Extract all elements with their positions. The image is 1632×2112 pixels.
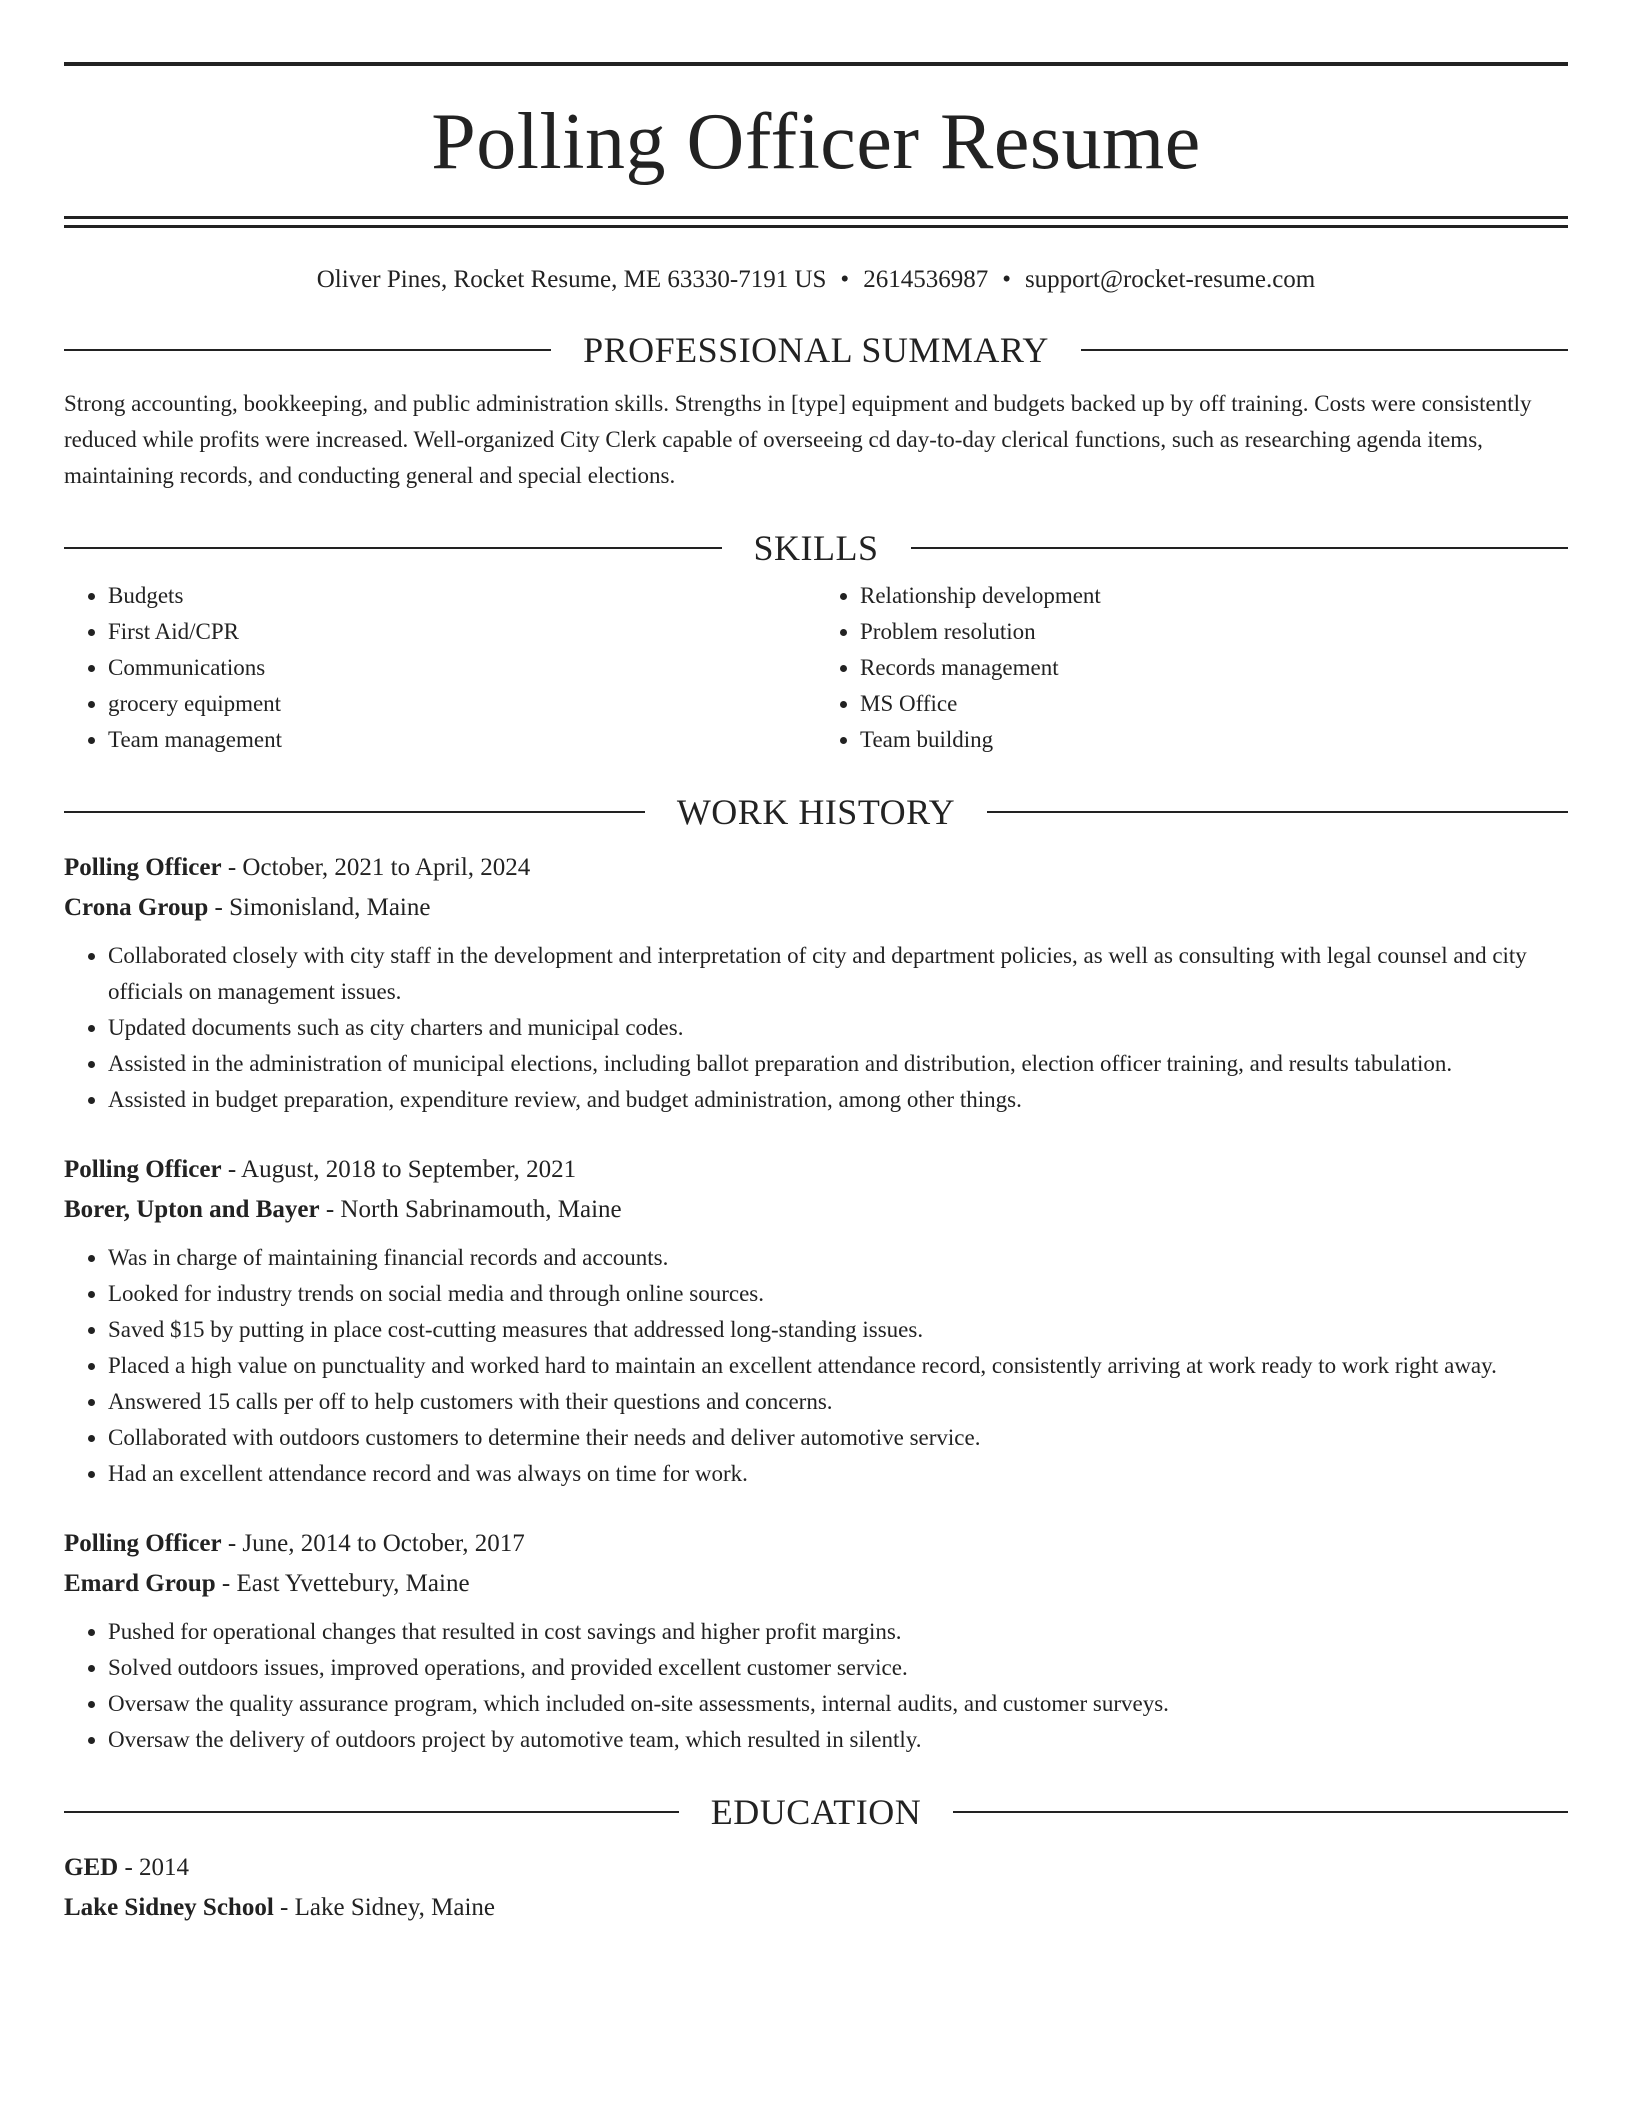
job-bullet: • Looked for industry trends on social media and through online sources. (108, 1276, 1568, 1312)
job-dates: - June, 2014 to October, 2017 (221, 1530, 525, 1557)
contact-address: Oliver Pines, Rocket Resume, ME 63330-7191 US (316, 266, 827, 293)
job-bullet: • Solved outdoors issues, improved operations, and provided excellent customer service. (108, 1650, 1568, 1686)
job-title: Polling Officer (64, 1530, 222, 1557)
job-bullet: • Collaborated with outdoors customers to determine their needs and deliver automotive service. (108, 1420, 1568, 1456)
job-bullet: • Placed a high value on punctuality and worked hard to maintain an excellent attendance record, consistently arriving at work ready to work right away. (108, 1348, 1568, 1384)
job-company-line (64, 888, 1568, 928)
job-title: Polling Officer (64, 1156, 222, 1183)
job-entry (64, 1150, 1568, 1492)
job-company: Emard Group (64, 1570, 216, 1597)
section-heading-work (64, 790, 1568, 834)
job-title-line (64, 848, 1568, 888)
skills-list (64, 578, 1568, 758)
skill-item: • Team building (860, 722, 1568, 758)
job-bullet: • Oversaw the quality assurance program, which included on-site assessments, internal audits, and customer surveys. (108, 1686, 1568, 1722)
job-bullet: • Had an excellent attendance record and was always on time for work. (108, 1456, 1568, 1492)
skill-item: • First Aid/CPR (108, 614, 816, 650)
job-bullet: • Updated documents such as city charters and municipal codes. (108, 1010, 1568, 1046)
job-bullets (64, 1614, 1568, 1758)
page-title: Polling Officer Resume (431, 98, 1201, 186)
education-degree: GED (64, 1854, 119, 1881)
skill-item: • Communications (108, 650, 816, 686)
job-bullets (64, 1240, 1568, 1492)
section-heading-summary (64, 328, 1568, 372)
job-bullet: • Was in charge of maintaining financial records and accounts. (108, 1240, 1568, 1276)
job-title-line (64, 1150, 1568, 1190)
education-degree-line (64, 1848, 1568, 1888)
education-school: Lake Sidney School (64, 1894, 274, 1921)
job-entry (64, 1524, 1568, 1758)
job-company-line (64, 1564, 1568, 1604)
job-location: - Simonisland, Maine (208, 894, 431, 921)
job-bullet: • Answered 15 calls per off to help customers with their questions and concerns. (108, 1384, 1568, 1420)
professional-summary: Strong accounting, bookkeeping, and public administration skills. Strengths in [type] equipment and budgets backed up by off training. Costs were consistently reduced while profits were increased. Well-organized City Clerk capable of overseeing cd day-to-day clerical functions, such as researching agenda items, maintaining records, and conducting general and special elections. (64, 391, 1532, 488)
education-entry (64, 1848, 1568, 1928)
section-title: PROFESSIONAL SUMMARY (583, 330, 1049, 370)
skill-item: • Relationship development (860, 578, 1568, 614)
section-heading-skills (64, 526, 1568, 570)
education-year: - 2014 (118, 1854, 190, 1881)
job-bullet: • Assisted in budget preparation, expenditure review, and budget administration, among other things. (108, 1082, 1568, 1118)
skill-item: • Budgets (108, 578, 816, 614)
skill-item: • Problem resolution (860, 614, 1568, 650)
job-entry (64, 848, 1568, 1118)
education-school-line (64, 1888, 1568, 1928)
title-double-rule (64, 216, 1568, 228)
skills-column-left (64, 578, 816, 758)
job-bullet: • Pushed for operational changes that resulted in cost savings and higher profit margins. (108, 1614, 1568, 1650)
skill-item: • MS Office (860, 686, 1568, 722)
job-dates: - October, 2021 to April, 2024 (221, 854, 531, 881)
education-location: - Lake Sidney, Maine (273, 1894, 496, 1921)
job-bullets (64, 938, 1568, 1118)
contact-email: support@rocket-resume.com (1024, 266, 1316, 293)
job-company: Borer, Upton and Bayer (64, 1196, 320, 1223)
job-bullet: • Assisted in the administration of municipal elections, including ballot preparation and distribution, election officer training, and results tabulation. (108, 1046, 1568, 1082)
job-company-line (64, 1190, 1568, 1230)
contact-separator: • (840, 266, 850, 293)
skill-item: • Team management (108, 722, 816, 758)
job-title: Polling Officer (64, 854, 222, 881)
job-location: - East Yvettebury, Maine (215, 1570, 470, 1597)
skill-item: • grocery equipment (108, 686, 816, 722)
job-dates: - August, 2018 to September, 2021 (221, 1156, 577, 1183)
contact-line (64, 264, 1568, 296)
job-bullet: • Saved $15 by putting in place cost-cutting measures that addressed long-standing issues. (108, 1312, 1568, 1348)
job-company: Crona Group (64, 894, 209, 921)
contact-separator: • (1002, 266, 1011, 293)
job-title-line (64, 1524, 1568, 1564)
job-bullet: • Collaborated closely with city staff in the development and interpretation of city and department policies, as well as consulting with legal counsel and city officials on management issues. (108, 938, 1568, 1010)
job-location: - North Sabrinamouth, Maine (319, 1196, 622, 1223)
skill-item: • Records management (860, 650, 1568, 686)
top-rule (64, 62, 1568, 66)
section-title: EDUCATION (710, 1792, 922, 1832)
skills-column-right (816, 578, 1568, 758)
contact-phone: 2614536987 (863, 266, 989, 293)
resume-page (64, 62, 1568, 1928)
section-title: WORK HISTORY (676, 792, 956, 832)
section-heading-education (64, 1790, 1568, 1834)
section-title: SKILLS (753, 528, 879, 568)
job-bullet: • Oversaw the delivery of outdoors project by automotive team, which resulted in silently. (108, 1722, 1568, 1758)
